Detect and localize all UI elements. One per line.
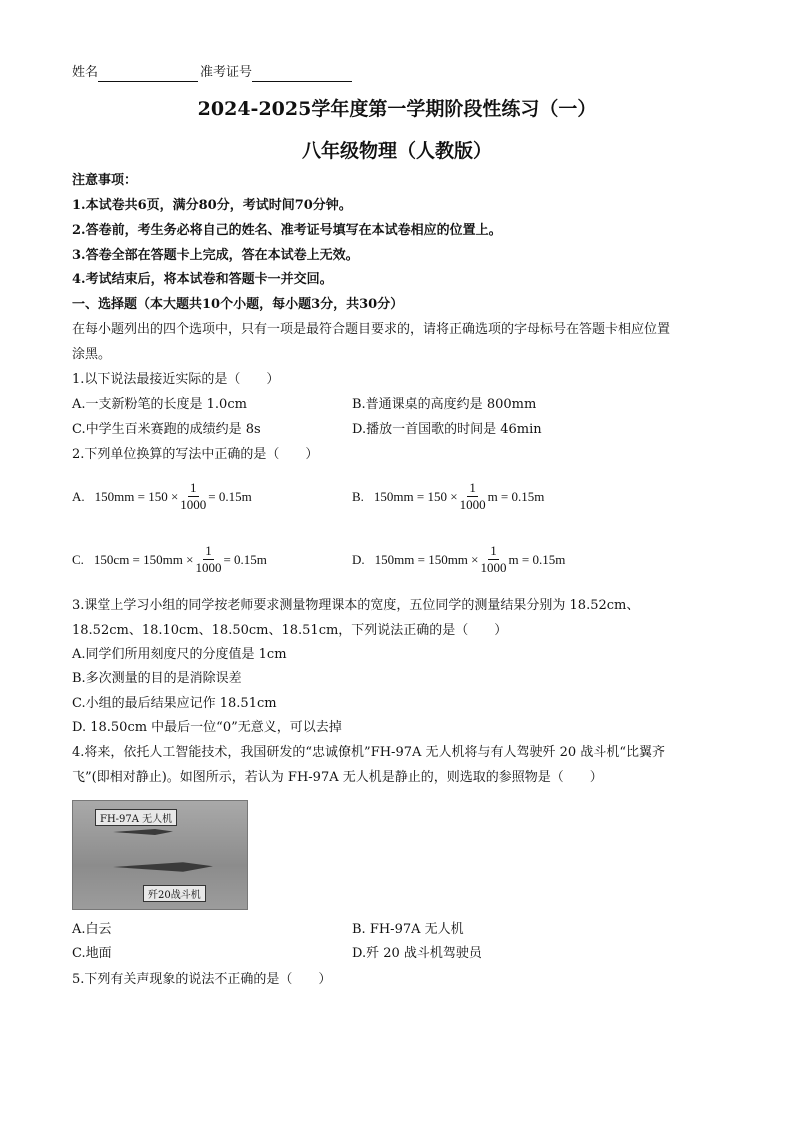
fraction: $\frac{1}{1000}$ [180, 480, 207, 512]
fighter-jet-icon [113, 859, 213, 875]
notes-heading: 注意事项： [72, 173, 138, 188]
q5-stem: 5.下列有关声现象的说法不正确的是（ ） [72, 972, 332, 987]
q4-option-c: C.地面 [72, 946, 112, 961]
id-label: 准考证号 [200, 65, 253, 80]
section-instructions: 涂黑。 [72, 347, 112, 362]
q3-stem: 18.52cm、18.10cm、18.50cm、18.51cm，下列说法正确的是（ ） [72, 623, 508, 638]
id-blank [252, 68, 352, 82]
fraction: $\frac{1}{1000}$ [459, 480, 486, 512]
q4-option-a: A.白云 [72, 922, 112, 937]
header-fields [72, 64, 354, 82]
q4-option-d: D.歼 20 战斗机驾驶员 [352, 946, 482, 961]
name-blank [98, 68, 198, 82]
section-instructions: 在每小题列出的四个选项中，只有一项是最符合题目要求的，请将正确选项的字母标号在答题卡相应位置 [72, 322, 671, 337]
q3-stem: 3.课堂上学习小组的同学按老师要求测量物理课本的宽度，五位同学的测量结果分别为 18.52cm、 [72, 598, 640, 613]
q3-option-c: C.小组的最后结果应记作 18.51cm [72, 696, 277, 711]
q3-option-d: D. 18.50cm 中最后一位“0”无意义，可以去掉 [72, 720, 342, 735]
name-label: 姓名 [72, 65, 99, 80]
note-item: 1.本试卷共6页，满分80分，考试时间70分钟。 [72, 198, 352, 213]
drone-label: FH-97A 无人机 [95, 809, 177, 826]
note-item: 2.答卷前，考生务必将自己的姓名、准考证号填写在本试卷相应的位置上。 [72, 223, 502, 238]
q1-option-d: D.播放一首国歌的时间是 46min [352, 422, 542, 437]
fighter-label: 歼20战斗机 [143, 885, 206, 902]
exam-title: 2024-2025学年度第一学期阶段性练习（一） [197, 98, 597, 120]
q1-option-c: C.中学生百米赛跑的成绩约是 8s [72, 422, 261, 437]
q2-option-d: D. 150mm = 150mm × $\frac{1}{1000}$ m = 0.15m [352, 543, 566, 575]
q2-option-b: B. 150mm = 150 × $\frac{1}{1000}$ m = 0.15m [352, 480, 545, 512]
q1-option-a: A.一支新粉笔的长度是 1.0cm [72, 397, 247, 412]
q4-figure-photo [72, 800, 248, 910]
q4-stem: 4.将来，依托人工智能技术，我国研发的“忠诚僚机”FH-97A 无人机将与有人驾驶歼 20 战斗机“比翼齐 [72, 745, 665, 760]
q4-stem: 飞”(即相对静止)。如图所示，若认为 FH-97A 无人机是静止的，则选取的参照物是（ ） [72, 770, 603, 785]
q1-stem: 1.以下说法最接近实际的是（ ） [72, 372, 280, 387]
fraction: $\frac{1}{1000}$ [195, 543, 222, 575]
q4-option-b: B. FH-97A 无人机 [352, 922, 464, 937]
q1-option-b: B.普通课桌的高度约是 800mm [352, 397, 537, 412]
drone-icon [113, 827, 173, 837]
fraction: $\frac{1}{1000}$ [480, 543, 507, 575]
note-item: 3.答卷全部在答题卡上完成，答在本试卷上无效。 [72, 248, 359, 263]
q3-option-b: B.多次测量的目的是消除误差 [72, 671, 242, 686]
q2-option-a: A. 150mm = 150 × $\frac{1}{1000}$ = 0.15m [72, 480, 252, 512]
exam-subtitle: 八年级物理（人教版） [301, 140, 492, 162]
q2-option-c: C. 150cm = 150mm × $\frac{1}{1000}$ = 0.15m [72, 543, 267, 575]
q2-stem: 2.下列单位换算的写法中正确的是（ ） [72, 447, 319, 462]
section-heading: 一、选择题（本大题共10个小题，每小题3分，共30分） [72, 297, 404, 312]
q3-option-a: A.同学们所用刻度尺的分度值是 1cm [72, 647, 287, 662]
note-item: 4.考试结束后，将本试卷和答题卡一并交回。 [72, 272, 333, 287]
